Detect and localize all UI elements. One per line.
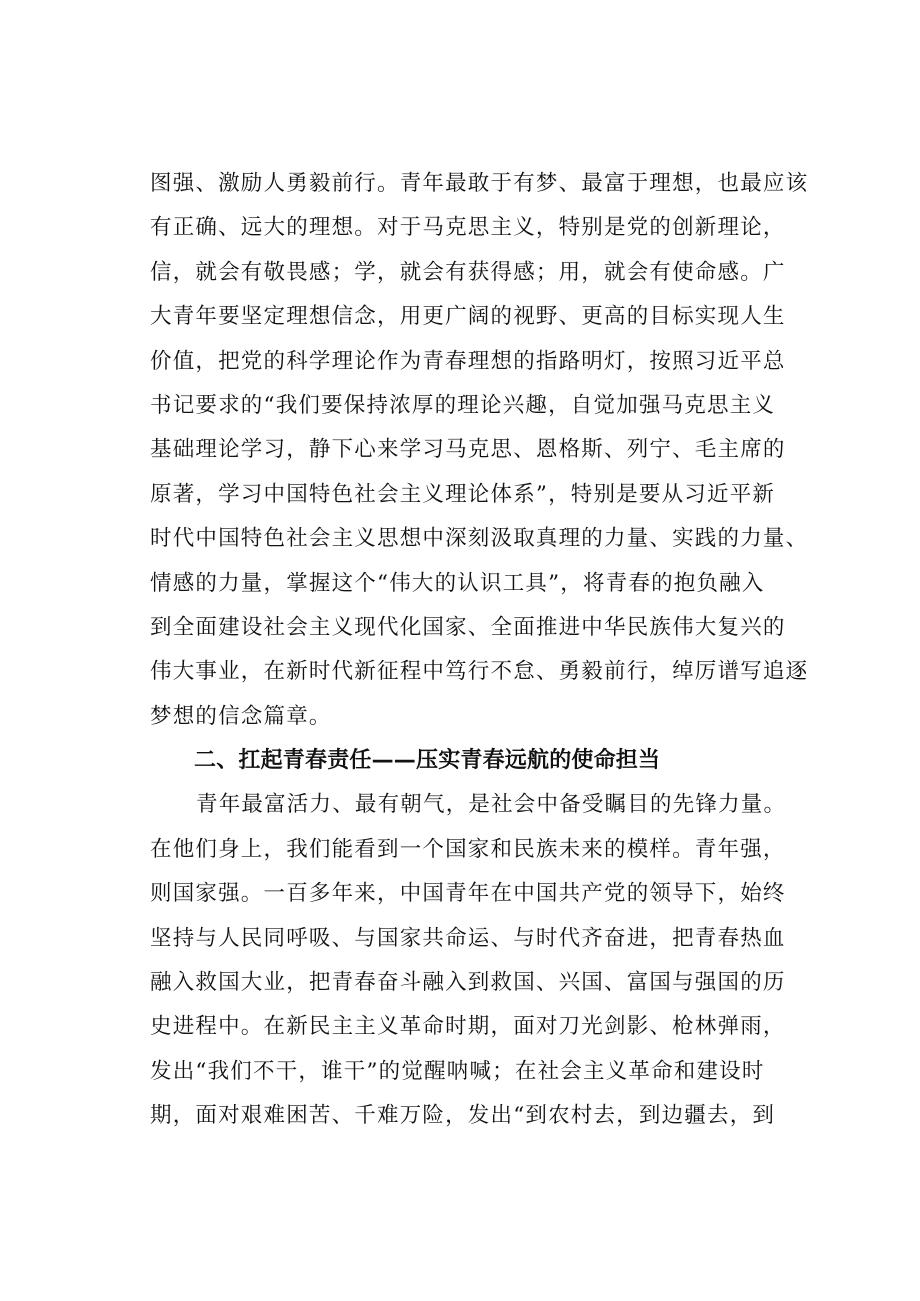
text-line: 大青年要坚定理想信念，用更广阔的视野、更高的目标实现人生 [150, 304, 786, 330]
text-line: 坚持与人民同呼吸、与国家共命运、与时代齐奋进，把青春热血 [150, 925, 786, 951]
text-line: 史进程中。在新民主主义革命时期，面对刀光剑影、枪林弹雨， [150, 1014, 786, 1040]
paragraph-2 [150, 783, 810, 1138]
text-line: 时代中国特色社会主义思想中深刻汲取真理的力量、实践的力量、 [150, 526, 809, 552]
text-line: 融入救国大业，把青春奋斗融入到救国、兴国、富国与强国的历 [150, 970, 786, 996]
section-heading: 二、扛起青春责任——压实青春远航的使命担当 [194, 748, 661, 774]
text-line: 书记要求的“我们要保持浓厚的理论兴趣，自觉加强马克思主义 [150, 392, 776, 418]
text-line: 图强、激励人勇毅前行。青年最敢于有梦、最富于理想，也最应该 [150, 171, 809, 196]
text-line: 情感的力量，掌握这个“伟大的认识工具”，将青春的抱负融入 [150, 570, 765, 596]
text-line: 发出“我们不干，谁干”的觉醒呐喊；在社会主义革命和建设时 [150, 1058, 765, 1084]
text-line: 梦想的信念篇章。 [150, 703, 332, 729]
document-body [150, 162, 810, 1139]
text-line: 在他们身上，我们能看到一个国家和民族未来的模样。青年强， [150, 836, 786, 862]
text-line: 期，面对艰难困苦、千难万险，发出“到农村去，到边疆去，到 [150, 1103, 776, 1129]
paragraph-1 [150, 162, 810, 739]
text-line: 原著，学习中国特色社会主义理论体系”，特别是要从习近平新 [150, 481, 776, 507]
text-line: 青年最富活力、最有朝气，是社会中备受瞩目的先锋力量。 [196, 792, 787, 818]
text-line: 基础理论学习，静下心来学习马克思、恩格斯、列宁、毛主席的 [150, 437, 786, 463]
text-line: 到全面建设社会主义现代化国家、全面推进中华民族伟大复兴的 [150, 614, 786, 640]
text-line: 价值，把党的科学理论作为青春理想的指路明灯，按照习近平总 [150, 348, 786, 374]
text-line: 伟大事业，在新时代新征程中笃行不怠、勇毅前行，绰厉谱写追逐 [150, 659, 809, 685]
text-line: 则国家强。一百多年来，中国青年在中国共产党的领导下，始终 [150, 881, 786, 907]
text-line: 信，就会有敬畏感；学，就会有获得感；用，就会有使命感。广 [150, 259, 786, 285]
text-line: 有正确、远大的理想。对于马克思主义，特别是党的创新理论， [150, 215, 786, 241]
